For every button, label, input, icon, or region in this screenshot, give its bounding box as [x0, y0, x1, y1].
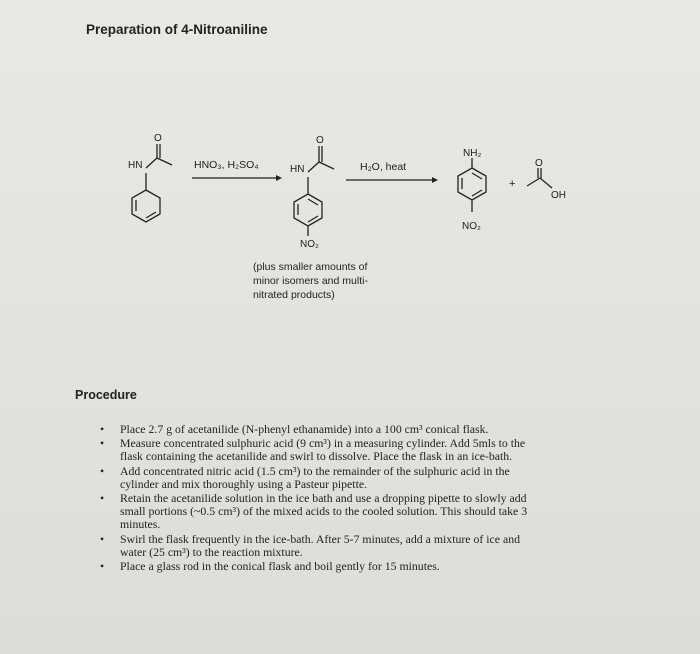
arrowhead-2 — [432, 177, 438, 183]
bullet-icon: • — [100, 531, 105, 546]
bullet-icon: • — [100, 422, 105, 436]
bullet-icon: • — [100, 436, 105, 451]
nitroaniline-structure — [458, 158, 486, 212]
plus-sign: + — [509, 178, 516, 190]
procedure-step — [100, 437, 615, 463]
bullet-icon: • — [100, 463, 105, 478]
step-line: Measure concentrated sulphuric acid (9 cm³) in a measuring cylinder. Add 5mls to the — [120, 436, 526, 451]
note-line: nitrated products) — [253, 289, 335, 301]
nh2-label: NH₂ — [463, 148, 482, 159]
note-line: minor isomers and multi- — [253, 275, 368, 287]
page-title: Preparation of 4-Nitroaniline — [86, 22, 268, 37]
step-line: water (25 cm³) to the reaction mixture. — [120, 544, 303, 559]
procedure-step — [100, 465, 615, 491]
bullet-icon: • — [100, 491, 105, 506]
oxygen-label-3: O — [535, 158, 543, 169]
arrowhead-1 — [276, 175, 282, 181]
procedure-step — [100, 423, 615, 436]
no2-label-2: NO₂ — [462, 221, 481, 232]
oxygen-label-2: O — [316, 135, 324, 146]
reagent-label-2: H₂O, heat — [360, 161, 407, 173]
hn-label-2: HN — [290, 164, 305, 175]
hn-label-1: HN — [128, 160, 143, 171]
procedure-step — [100, 560, 615, 573]
step-line: Swirl the flask frequently in the ice-bath. After 5-7 minutes, add a mixture of ice and — [120, 531, 520, 546]
oh-label: OH — [551, 190, 566, 201]
oxygen-label-1: O — [154, 133, 162, 144]
reagent-label-1: HNO₃, H₂SO₄ — [194, 159, 259, 171]
isomer-note — [253, 260, 413, 302]
bullet-icon: • — [100, 559, 105, 574]
step-line: Add concentrated nitric acid (1.5 cm³) to the remainder of the sulphuric acid in the — [120, 463, 510, 478]
step-line: small portions (~0.5 cm³) of the mixed acids to the cooled solution. This should take 3 — [120, 504, 528, 519]
procedure-list — [100, 423, 615, 574]
note-line: (plus smaller amounts of — [253, 261, 368, 273]
procedure-step — [100, 492, 615, 532]
acetic-acid-structure — [527, 168, 552, 188]
step-line: Place a glass rod in the conical flask and boil gently for 15 minutes. — [120, 559, 440, 574]
acetanilide-structure — [132, 144, 172, 222]
step-line: Place 2.7 g of acetanilide (N-phenyl ethanamide) into a 100 cm³ conical flask. — [120, 422, 489, 436]
nitroacetanilide-structure — [294, 146, 334, 236]
procedure-heading: Procedure — [75, 388, 137, 402]
step-line: flask containing the acetanilide and swirl to dissolve. Place the flask in an ice-bath. — [120, 449, 513, 464]
procedure-step — [100, 533, 615, 559]
no2-label-1: NO₂ — [300, 239, 319, 250]
step-line: minutes. — [120, 517, 161, 532]
step-line: cylinder and mix thoroughly using a Pasteur pipette. — [120, 476, 368, 491]
step-line: Retain the acetanilide solution in the ice bath and use a dropping pipette to slowly add — [120, 491, 527, 506]
